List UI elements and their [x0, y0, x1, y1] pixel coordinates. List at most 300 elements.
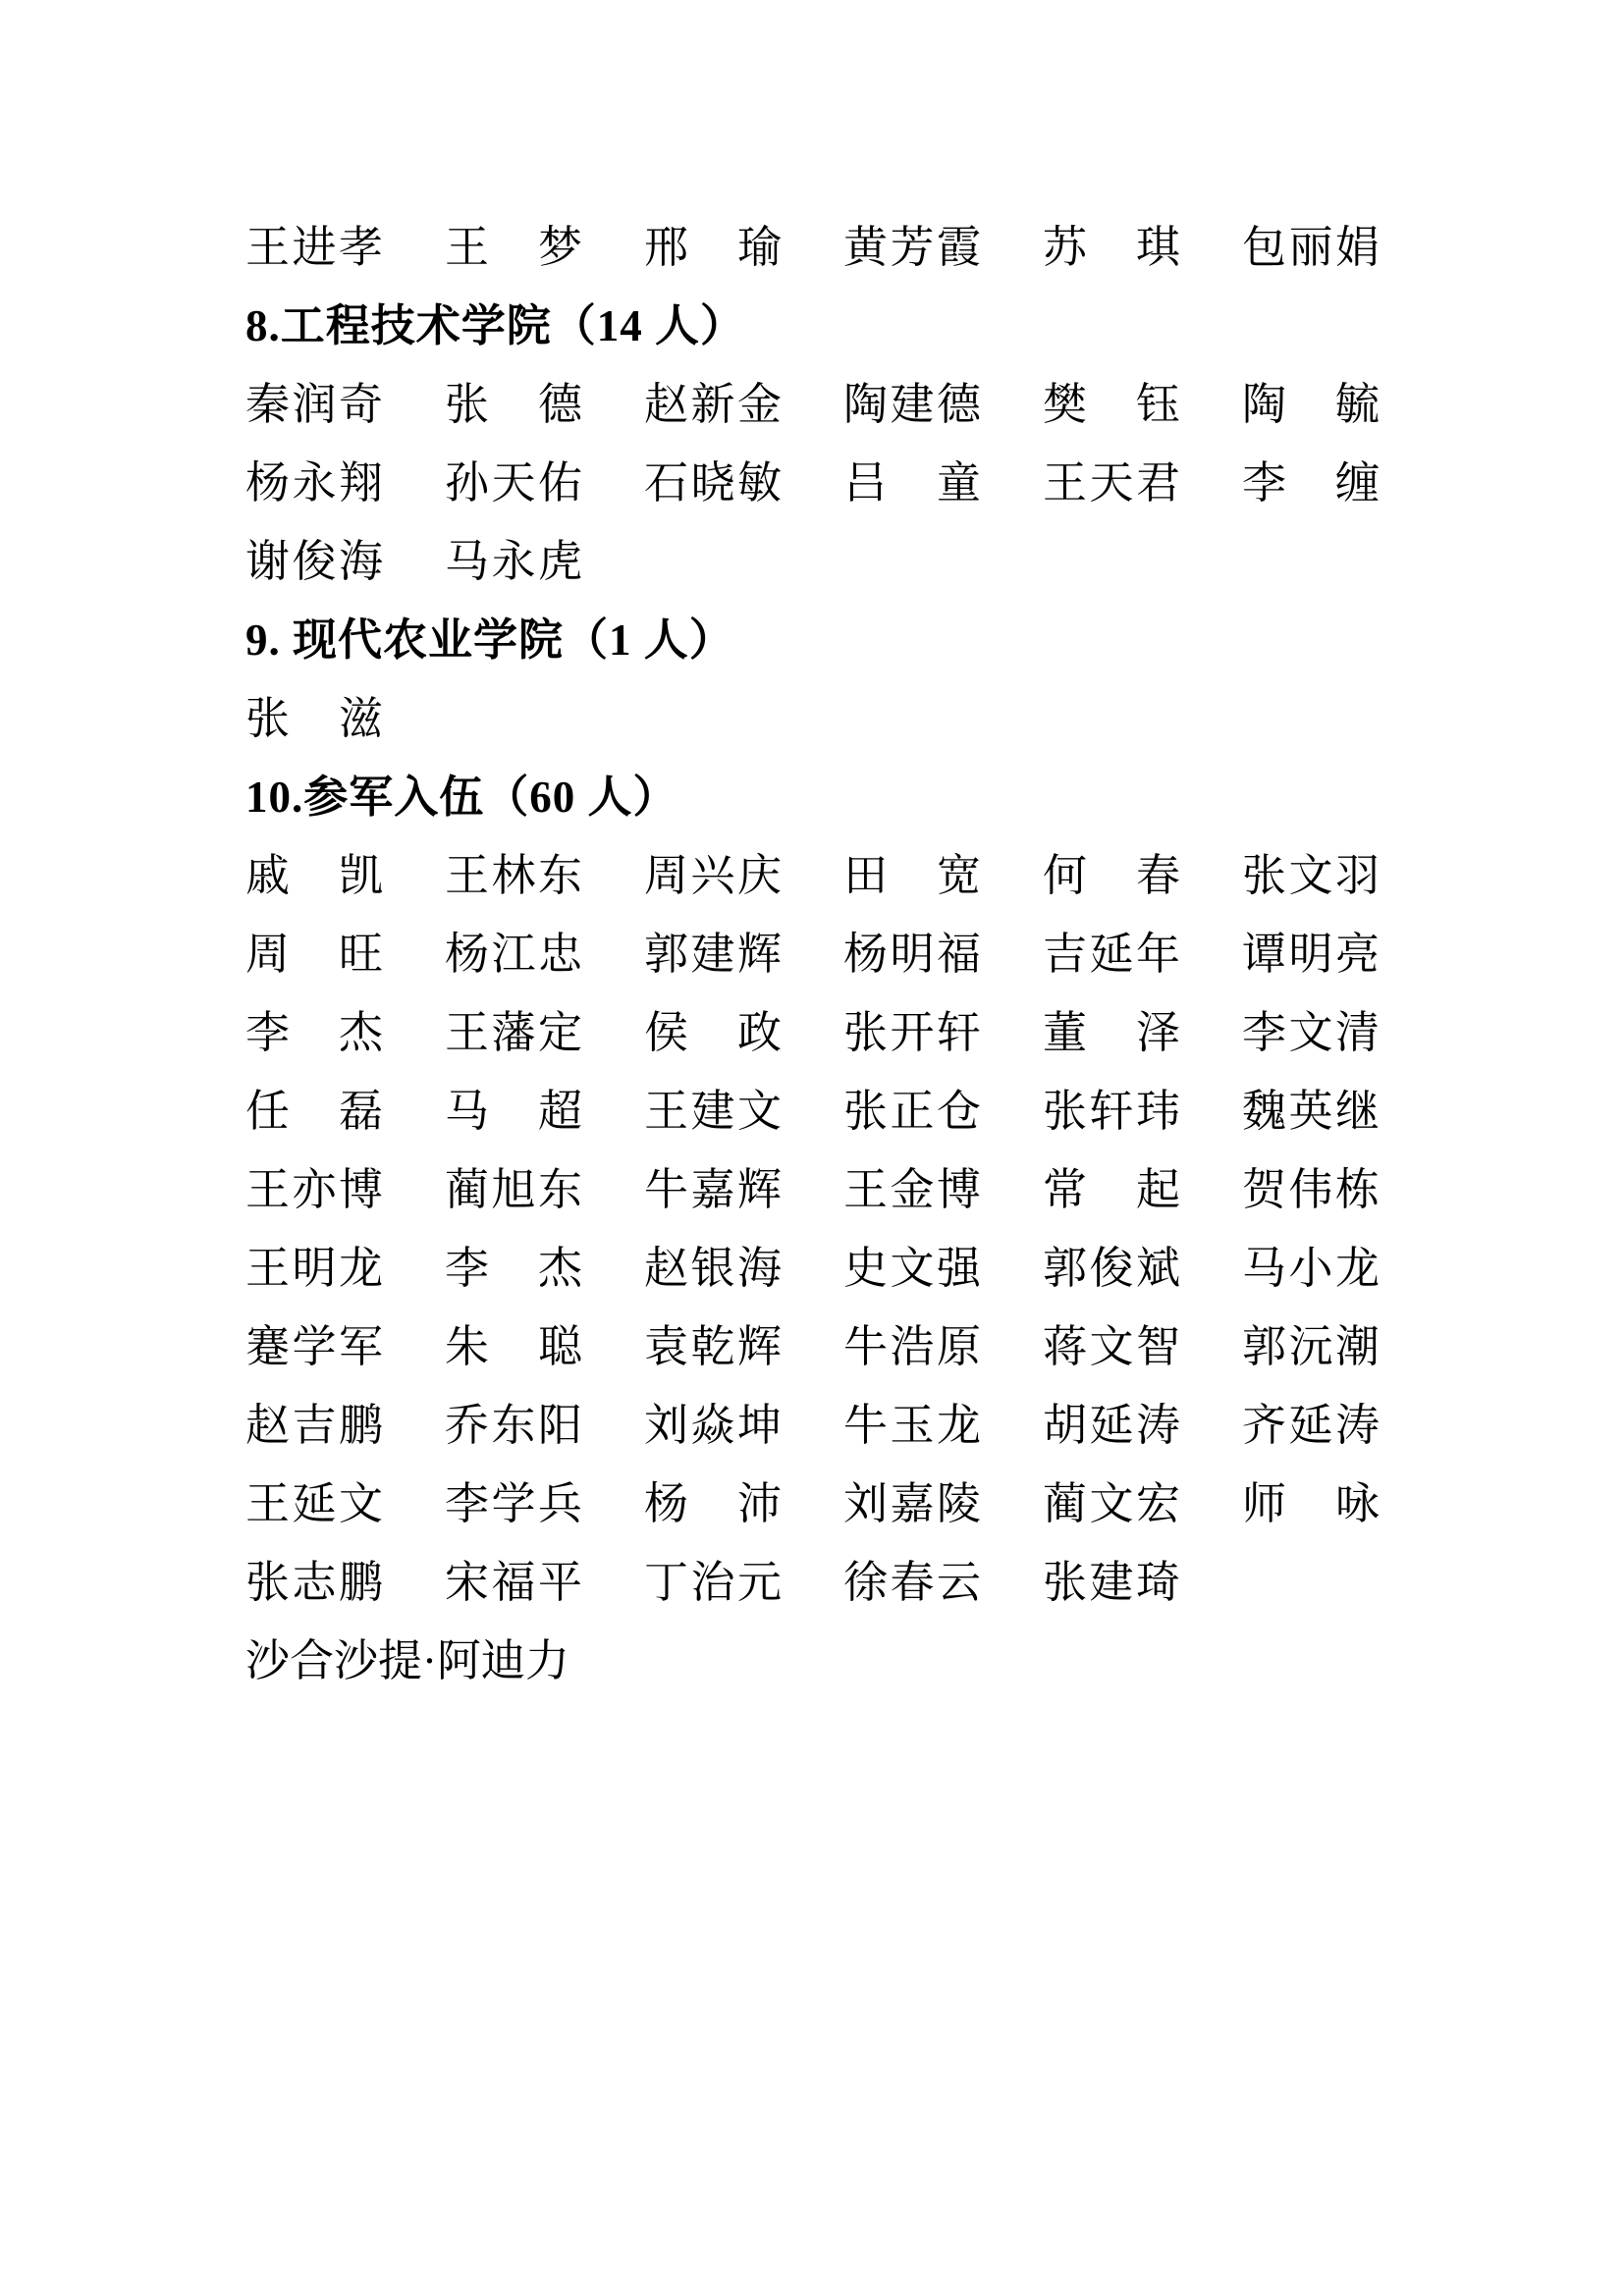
name-character: 杰	[537, 1244, 582, 1293]
name-character: 龙	[936, 1401, 981, 1450]
person-name	[245, 1465, 383, 1543]
name-character: 琪	[1135, 223, 1180, 272]
name-character: 涛	[1334, 1401, 1380, 1450]
name-character: 张	[445, 380, 490, 429]
name-character: 海	[338, 537, 383, 586]
name-character: 建	[690, 930, 735, 979]
name-character: 嘉	[690, 1165, 735, 1214]
name-character: 滋	[338, 694, 383, 743]
name-character: 博	[936, 1165, 981, 1214]
person-name	[245, 679, 383, 758]
name-character: 翔	[338, 458, 383, 507]
person-name	[1242, 1229, 1380, 1308]
name-row	[245, 444, 1404, 522]
person-name	[1043, 836, 1180, 915]
name-character: 海	[736, 1244, 782, 1293]
person-name	[445, 1386, 582, 1465]
section-heading: 8.工程技术学院（14 人）	[245, 301, 746, 350]
name-character: 建	[1089, 1558, 1134, 1607]
name-character: 李	[1242, 458, 1287, 507]
person-name	[245, 444, 383, 522]
name-character: 治	[690, 1558, 735, 1607]
person-name	[843, 1229, 981, 1308]
name-character: 赵	[644, 380, 689, 429]
name-character: 东	[537, 1165, 582, 1214]
name-character: 永	[491, 537, 536, 586]
person-name	[644, 1543, 782, 1622]
name-character: 进	[292, 223, 337, 272]
name-character: 蹇	[245, 1322, 291, 1371]
name-character: 清	[1334, 1008, 1380, 1057]
person-name	[245, 208, 383, 287]
person-name	[245, 1072, 383, 1150]
name-character: 东	[537, 851, 582, 900]
name-character: 蔺	[1043, 1479, 1088, 1528]
person-name	[843, 444, 981, 522]
person-name	[445, 522, 582, 601]
name-character: 王	[644, 1087, 689, 1136]
name-character: 超	[537, 1087, 582, 1136]
name-character: 延	[1288, 1401, 1333, 1450]
person-name	[644, 365, 782, 444]
name-character: 缠	[1334, 458, 1380, 507]
person-name	[1242, 836, 1380, 915]
name-character: 戚	[245, 851, 291, 900]
person-name	[245, 1543, 383, 1622]
name-character: 志	[292, 1558, 337, 1607]
name-character: 钰	[1135, 380, 1180, 429]
name-character: 吉	[292, 1401, 337, 1450]
name-character: 杨	[445, 930, 490, 979]
name-character: 智	[1135, 1322, 1180, 1371]
person-name	[445, 365, 582, 444]
person-name	[843, 208, 981, 287]
name-character: 牛	[843, 1322, 889, 1371]
name-character: 邢	[644, 223, 689, 272]
person-name	[843, 993, 981, 1072]
name-character: 建	[890, 380, 935, 429]
person-name	[1043, 1386, 1180, 1465]
name-character: 王	[245, 1165, 291, 1214]
name-character: 敏	[736, 458, 782, 507]
name-character: 芳	[890, 223, 935, 272]
name-character: 杨	[843, 930, 889, 979]
name-character: 樊	[1043, 380, 1088, 429]
name-character: 润	[292, 380, 337, 429]
name-character: 明	[1288, 930, 1333, 979]
name-character: 凯	[338, 851, 383, 900]
name-character: 庆	[736, 851, 782, 900]
name-character: 玮	[1135, 1087, 1180, 1136]
name-character: 陶	[1242, 380, 1287, 429]
name-character: 福	[491, 1558, 536, 1607]
person-name	[245, 1229, 383, 1308]
person-name	[644, 993, 782, 1072]
name-character: 王	[445, 851, 490, 900]
name-character: 潮	[1334, 1322, 1380, 1371]
name-character: 张	[1043, 1558, 1088, 1607]
name-character: 周	[245, 930, 291, 979]
name-character: 学	[491, 1479, 536, 1528]
name-character: 师	[1242, 1479, 1287, 1528]
name-character: 贺	[1242, 1165, 1287, 1214]
person-name	[445, 208, 582, 287]
person-name	[1043, 1465, 1180, 1543]
person-name	[445, 1150, 582, 1229]
name-character: 春	[1135, 851, 1180, 900]
name-character: 建	[690, 1087, 735, 1136]
name-character: 小	[1288, 1244, 1333, 1293]
name-character: 李	[445, 1479, 490, 1528]
name-character: 童	[936, 458, 981, 507]
name-character: 牛	[644, 1165, 689, 1214]
person-name	[445, 1543, 582, 1622]
person-name	[1043, 208, 1180, 287]
name-character: 龙	[338, 1244, 383, 1293]
person-name	[1242, 444, 1380, 522]
name-character: 轩	[1089, 1087, 1134, 1136]
section-heading: 9. 现代农业学院（1 人）	[245, 615, 734, 665]
name-character: 定	[537, 1008, 582, 1057]
name-character: 鹏	[338, 1401, 383, 1450]
name-character: 蒋	[1043, 1322, 1088, 1371]
name-character: 学	[292, 1322, 337, 1371]
name-character: 杰	[338, 1008, 383, 1057]
person-name	[245, 836, 383, 915]
name-character: 天	[491, 458, 536, 507]
name-character: 张	[843, 1008, 889, 1057]
name-character: 兴	[690, 851, 735, 900]
person-name	[245, 915, 383, 993]
name-row	[245, 1072, 1404, 1150]
name-character: 文	[1288, 1008, 1333, 1057]
name-row	[245, 522, 1404, 601]
name-character: 文	[1089, 1322, 1134, 1371]
person-name	[1242, 1150, 1380, 1229]
name-character: 孙	[445, 458, 490, 507]
name-character: 张	[245, 1558, 291, 1607]
person-name	[445, 444, 582, 522]
name-character: 郭	[1043, 1244, 1088, 1293]
name-character: 辉	[736, 930, 782, 979]
name-character: 齐	[1242, 1401, 1287, 1450]
person-name	[1242, 1072, 1380, 1150]
person-name	[1043, 1543, 1180, 1622]
person-name	[1242, 1386, 1380, 1465]
name-character: 辉	[736, 1165, 782, 1214]
name-character: 朱	[445, 1322, 490, 1371]
name-character: 嘉	[890, 1479, 935, 1528]
name-character: 延	[1089, 1401, 1134, 1450]
name-character: 王	[445, 223, 490, 272]
name-character: 杨	[644, 1479, 689, 1528]
person-name	[245, 1386, 383, 1465]
name-character: 兵	[537, 1479, 582, 1528]
name-character: 文	[338, 1479, 383, 1528]
person-name	[1043, 993, 1180, 1072]
name-character: 赵	[245, 1401, 291, 1450]
name-character: 永	[292, 458, 337, 507]
name-character: 梦	[537, 223, 582, 272]
name-character: 继	[1334, 1087, 1380, 1136]
person-name	[1043, 444, 1180, 522]
person-name	[445, 915, 582, 993]
name-character: 张	[843, 1087, 889, 1136]
name-character: 明	[292, 1244, 337, 1293]
name-character: 田	[843, 851, 889, 900]
person-name	[445, 836, 582, 915]
name-character: 杨	[245, 458, 291, 507]
name-character: 开	[890, 1008, 935, 1057]
name-character: 石	[644, 458, 689, 507]
name-character: 魏	[1242, 1087, 1287, 1136]
name-character: 沅	[1288, 1322, 1333, 1371]
name-row	[245, 836, 1404, 915]
person-name	[1043, 1150, 1180, 1229]
name-character: 蔺	[445, 1165, 490, 1214]
name-character: 吕	[843, 458, 889, 507]
name-character: 斌	[1135, 1244, 1180, 1293]
name-character: 羽	[1334, 851, 1380, 900]
name-character: 张	[1043, 1087, 1088, 1136]
name-character: 何	[1043, 851, 1088, 900]
name-character: 旺	[338, 930, 383, 979]
name-character: 奇	[338, 380, 383, 429]
document-content	[245, 208, 1404, 1700]
person-name	[1043, 1229, 1180, 1308]
name-character: 王	[1043, 458, 1088, 507]
person-name	[644, 1308, 782, 1386]
person-name	[445, 1465, 582, 1543]
name-character: 陵	[936, 1479, 981, 1528]
name-character: 黄	[843, 223, 889, 272]
name-character: 文	[890, 1244, 935, 1293]
name-character: 延	[1089, 930, 1134, 979]
name-character: 文	[736, 1087, 782, 1136]
name-character: 金	[736, 380, 782, 429]
name-character: 徐	[843, 1558, 889, 1607]
name-character: 苏	[1043, 223, 1088, 272]
name-character: 延	[292, 1479, 337, 1528]
person-name	[245, 365, 383, 444]
name-character: 德	[936, 380, 981, 429]
name-character: 胡	[1043, 1401, 1088, 1450]
name-row	[245, 1150, 1404, 1229]
person-name	[644, 915, 782, 993]
name-character: 常	[1043, 1165, 1088, 1214]
name-character: 年	[1135, 930, 1180, 979]
person-name	[644, 1229, 782, 1308]
person-name	[644, 1386, 782, 1465]
name-character: 晓	[690, 458, 735, 507]
name-character: 仓	[936, 1087, 981, 1136]
name-character: 东	[491, 1401, 536, 1450]
name-character: 宽	[936, 851, 981, 900]
name-character: 福	[936, 930, 981, 979]
name-row	[245, 208, 1404, 287]
person-name	[843, 1465, 981, 1543]
name-character: 银	[690, 1244, 735, 1293]
name-character: 德	[537, 380, 582, 429]
name-character: 云	[936, 1558, 981, 1607]
name-character: 林	[491, 851, 536, 900]
person-name	[245, 522, 383, 601]
name-character: 君	[1135, 458, 1180, 507]
person-name	[843, 1386, 981, 1465]
name-character: 忠	[537, 930, 582, 979]
person-name	[1043, 1308, 1180, 1386]
name-character: 虎	[537, 537, 582, 586]
name-row	[245, 1543, 1404, 1622]
person-name	[445, 1229, 582, 1308]
person-name-long: 沙合沙提·阿迪力	[245, 1636, 569, 1685]
name-character: 李	[445, 1244, 490, 1293]
name-character: 琦	[1135, 1558, 1180, 1607]
name-character: 咏	[1334, 1479, 1380, 1528]
name-character: 文	[1089, 1479, 1134, 1528]
name-character: 毓	[1334, 380, 1380, 429]
name-character: 霞	[936, 223, 981, 272]
name-character: 郭	[1242, 1322, 1287, 1371]
name-character: 鹏	[338, 1558, 383, 1607]
person-name	[843, 836, 981, 915]
name-character: 伟	[1288, 1165, 1333, 1214]
name-character: 秦	[245, 380, 291, 429]
name-character: 涛	[1135, 1401, 1180, 1450]
name-character: 俊	[1089, 1244, 1134, 1293]
name-character: 政	[736, 1008, 782, 1057]
name-character: 王	[245, 1479, 291, 1528]
name-character: 马	[445, 1087, 490, 1136]
person-name	[644, 1072, 782, 1150]
name-character: 赵	[644, 1244, 689, 1293]
name-character: 博	[338, 1165, 383, 1214]
person-name	[1043, 915, 1180, 993]
person-name	[644, 1465, 782, 1543]
name-character: 玉	[890, 1401, 935, 1450]
name-character: 任	[245, 1087, 291, 1136]
person-name	[1242, 1308, 1380, 1386]
person-name	[1242, 208, 1380, 287]
name-character: 娟	[1334, 223, 1380, 272]
person-name	[843, 1543, 981, 1622]
name-character: 平	[537, 1558, 582, 1607]
name-row	[245, 365, 1404, 444]
person-name	[1043, 1072, 1180, 1150]
name-character: 春	[890, 1558, 935, 1607]
person-name	[644, 1150, 782, 1229]
name-character: 起	[1135, 1165, 1180, 1214]
person-name	[1242, 1465, 1380, 1543]
name-character: 龙	[1334, 1244, 1380, 1293]
name-row	[245, 1229, 1404, 1308]
person-name	[843, 365, 981, 444]
name-character: 陶	[843, 380, 889, 429]
name-character: 张	[1242, 851, 1287, 900]
name-character: 坤	[736, 1401, 782, 1450]
name-character: 丽	[1288, 223, 1333, 272]
name-character: 旭	[491, 1165, 536, 1214]
person-name	[644, 208, 782, 287]
person-name	[445, 993, 582, 1072]
name-character: 佑	[537, 458, 582, 507]
name-character: 聪	[537, 1322, 582, 1371]
person-name	[843, 1150, 981, 1229]
name-character: 谭	[1242, 930, 1287, 979]
name-character: 牛	[843, 1401, 889, 1450]
name-character: 金	[890, 1165, 935, 1214]
name-character: 阳	[537, 1401, 582, 1450]
name-character: 乾	[690, 1322, 735, 1371]
name-character: 周	[644, 851, 689, 900]
name-character: 张	[245, 694, 291, 743]
person-name	[843, 915, 981, 993]
name-character: 栋	[1334, 1165, 1380, 1214]
person-name	[1242, 915, 1380, 993]
section-heading: 10.参军入伍（60 人）	[245, 773, 678, 822]
name-character: 浩	[890, 1322, 935, 1371]
name-character: 亮	[1334, 930, 1380, 979]
name-character: 原	[936, 1322, 981, 1371]
name-character: 元	[736, 1558, 782, 1607]
name-character: 丁	[644, 1558, 689, 1607]
name-character: 正	[890, 1087, 935, 1136]
name-character: 军	[338, 1322, 383, 1371]
name-character: 王	[445, 1008, 490, 1057]
name-character: 辉	[736, 1322, 782, 1371]
name-character: 新	[690, 380, 735, 429]
person-name	[1043, 365, 1180, 444]
name-character: 王	[245, 223, 291, 272]
person-name	[245, 993, 383, 1072]
person-name	[245, 1150, 383, 1229]
person-name	[644, 444, 782, 522]
name-character: 乔	[445, 1401, 490, 1450]
name-row	[245, 1465, 1404, 1543]
name-character: 江	[491, 930, 536, 979]
name-character: 李	[1242, 1008, 1287, 1057]
name-row	[245, 915, 1404, 993]
name-character: 强	[936, 1244, 981, 1293]
name-character: 焱	[690, 1401, 735, 1450]
name-character: 轩	[936, 1008, 981, 1057]
name-character: 王	[245, 1244, 291, 1293]
name-character: 磊	[338, 1087, 383, 1136]
person-name	[843, 1308, 981, 1386]
name-character: 史	[843, 1244, 889, 1293]
name-row	[245, 1308, 1404, 1386]
name-character: 宏	[1135, 1479, 1180, 1528]
name-character: 明	[890, 930, 935, 979]
name-character: 包	[1242, 223, 1287, 272]
person-name	[445, 1072, 582, 1150]
name-character: 谢	[245, 537, 291, 586]
name-character: 亦	[292, 1165, 337, 1214]
name-character: 王	[843, 1165, 889, 1214]
person-name	[843, 1072, 981, 1150]
name-character: 孝	[338, 223, 383, 272]
name-character: 刘	[843, 1479, 889, 1528]
name-row	[245, 1386, 1404, 1465]
name-row	[245, 993, 1404, 1072]
name-character: 泽	[1135, 1008, 1180, 1057]
name-character: 刘	[644, 1401, 689, 1450]
name-character: 袁	[644, 1322, 689, 1371]
name-character: 藩	[491, 1008, 536, 1057]
name-character: 俊	[292, 537, 337, 586]
person-name	[1242, 365, 1380, 444]
name-character: 李	[245, 1008, 291, 1057]
